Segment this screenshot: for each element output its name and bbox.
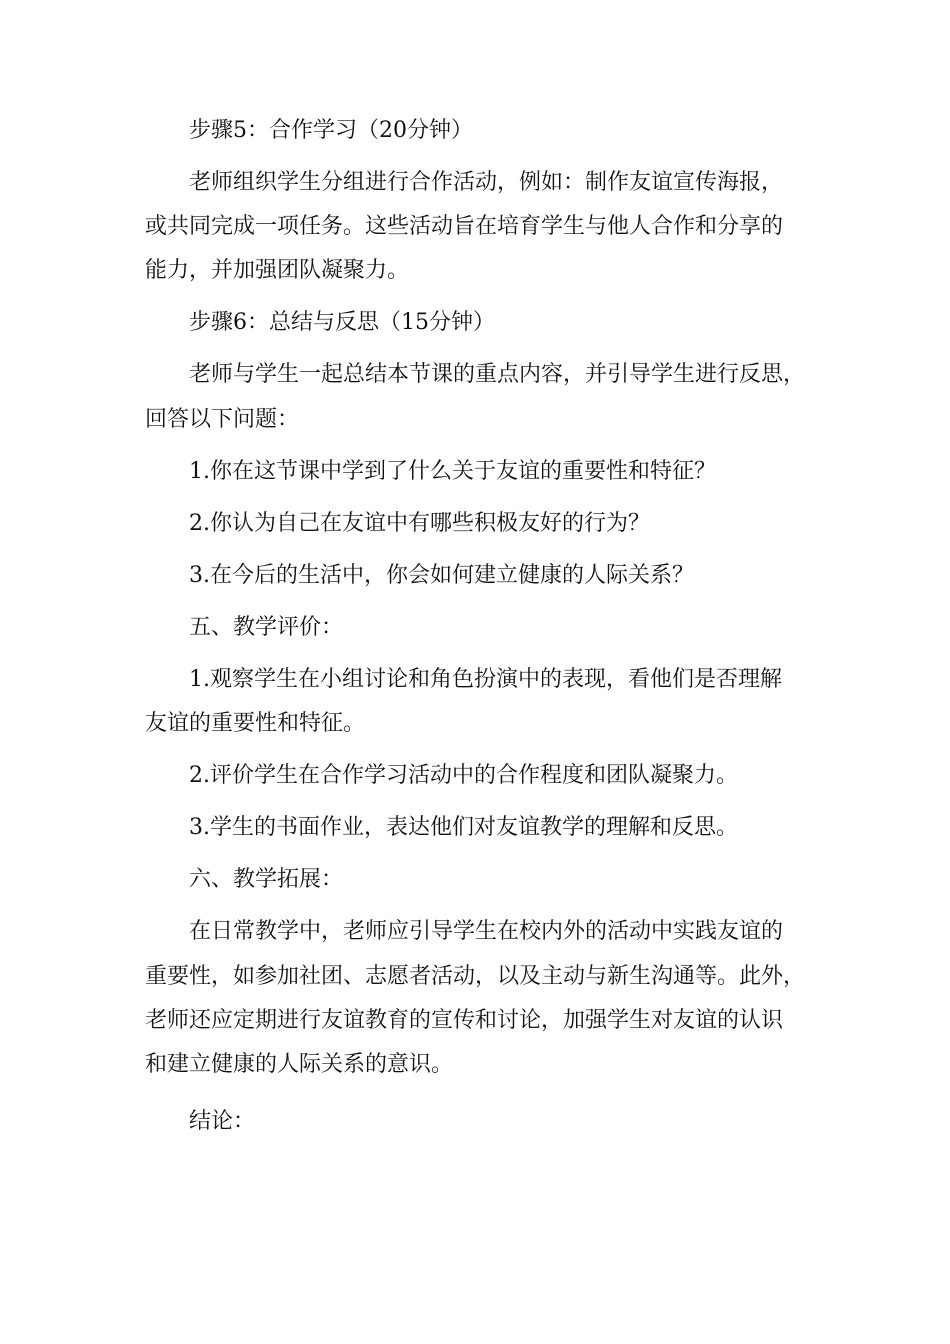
step6-text-line-1: 老师与学生一起总结本节课的重点内容，并引导学生进行反思， <box>189 362 806 387</box>
question-1: 1.你在这节课中学到了什么关于友谊的重要性和特征？ <box>189 459 716 484</box>
evaluation-1-line-1: 1.观察学生在小组讨论和角色扮演中的表现，看他们是否理解 <box>189 667 782 692</box>
step6-heading: 步骤6：总结与反思（15分钟） <box>189 310 495 335</box>
evaluation-1-line-2: 友谊的重要性和特征。 <box>145 711 366 736</box>
step5-text-line-3: 能力，并加强团队凝聚力。 <box>145 258 410 283</box>
conclusion-heading: 结论： <box>189 1109 256 1134</box>
step5-heading: 步骤5：合作学习（20分钟） <box>189 118 473 143</box>
step6-text-line-2: 回答以下问题： <box>145 407 300 432</box>
step5-text-line-2: 或共同完成一项任务。这些活动旨在培育学生与他人合作和分享的 <box>145 214 784 239</box>
section-6-heading: 六、教学拓展： <box>189 867 344 892</box>
extension-line-3: 老师还应定期进行友谊教育的宣传和讨论，加强学生对友谊的认识 <box>145 1008 784 1033</box>
extension-line-2: 重要性，如参加社团、志愿者活动，以及主动与新生沟通等。此外， <box>145 964 806 989</box>
section-5-heading: 五、教学评价： <box>189 615 344 640</box>
question-3: 3.在今后的生活中，你会如何建立健康的人际关系？ <box>189 563 694 588</box>
evaluation-2: 2.评价学生在合作学习活动中的合作程度和团队凝聚力。 <box>189 763 738 788</box>
extension-line-1: 在日常教学中，老师应引导学生在校内外的活动中实践友谊的 <box>189 919 784 944</box>
step5-text-line-1: 老师组织学生分组进行合作活动，例如：制作友谊宣传海报， <box>189 170 784 195</box>
evaluation-3: 3.学生的书面作业，表达他们对友谊教学的理解和反思。 <box>189 815 738 840</box>
question-2: 2.你认为自己在友谊中有哪些积极友好的行为？ <box>189 511 650 536</box>
extension-line-4: 和建立健康的人际关系的意识。 <box>145 1052 454 1077</box>
